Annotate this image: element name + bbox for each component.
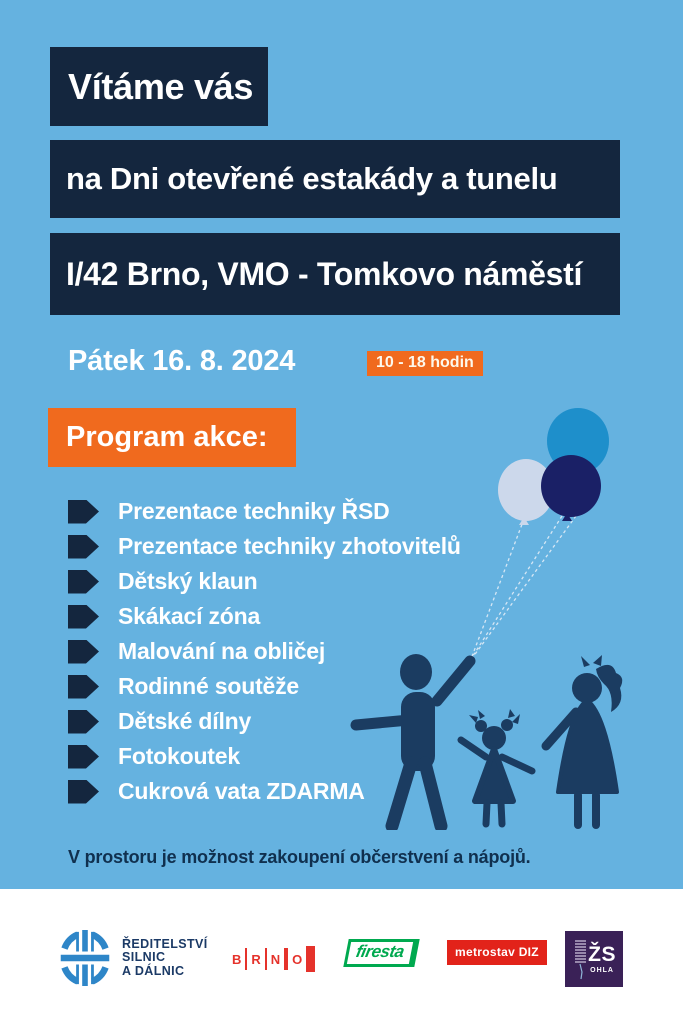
location-banner <box>50 233 620 315</box>
brno-letter: O <box>292 951 303 967</box>
metrostav-logo-label: metrostav DIZ <box>455 945 539 959</box>
location-label: I/42 Brno, VMO - Tomkovo náměstí <box>66 255 583 292</box>
arrow-bullet-icon <box>68 675 99 699</box>
sponsor-footer <box>0 889 683 1024</box>
firesta-logo <box>343 939 419 967</box>
rsd-highway-icon <box>57 928 113 988</box>
program-list <box>68 494 461 809</box>
event-date: Pátek 16. 8. 2024 <box>68 345 296 377</box>
arrow-bullet-icon <box>68 710 99 734</box>
program-item-label: Malování na obličej <box>118 638 326 664</box>
zs-ohla-logo <box>565 931 623 987</box>
program-item <box>68 774 461 809</box>
rsd-line-1: ŘEDITELSTVÍ <box>122 936 208 951</box>
welcome-banner-label: Vítáme vás <box>68 65 254 107</box>
program-item-label: Prezentace techniky zhotovitelů <box>118 533 461 559</box>
program-title-label: Program akce: <box>66 421 268 453</box>
time-badge: 10 - 18 hodin <box>367 351 483 376</box>
arrow-bullet-icon <box>68 745 99 769</box>
arrow-bullet-icon <box>68 605 99 629</box>
rsd-line-3: A DÁLNIC <box>122 963 185 978</box>
zs-logo-label: ŽS <box>588 942 616 966</box>
program-item <box>68 739 461 774</box>
program-item <box>68 529 461 564</box>
program-item-label: Dětský klaun <box>118 568 258 594</box>
event-title-label: na Dni otevřené estakády a tunelu <box>66 161 558 196</box>
program-item-label: Prezentace techniky ŘSD <box>118 498 390 524</box>
program-item-label: Skákací zóna <box>118 603 261 629</box>
rsd-line-2: SILNIC <box>122 950 166 965</box>
arrow-bullet-icon <box>68 535 99 559</box>
rsd-logo-text <box>122 938 208 979</box>
program-item <box>68 634 461 669</box>
metrostav-diz-logo <box>447 940 547 965</box>
zs-logo-text <box>588 942 616 974</box>
program-item <box>68 669 461 704</box>
rsd-logo <box>57 928 208 988</box>
zs-coil-icon <box>573 938 589 980</box>
arrow-bullet-icon <box>68 500 99 524</box>
program-item <box>68 494 461 529</box>
arrow-bullet-icon <box>68 640 99 664</box>
ohla-logo-label: OHLA <box>590 966 614 974</box>
brno-logo <box>228 946 315 972</box>
firesta-logo-label: firesta <box>354 942 406 961</box>
program-item <box>68 564 461 599</box>
program-item-label: Dětské dílny <box>118 708 252 734</box>
program-item <box>68 599 461 634</box>
arrow-bullet-icon <box>68 570 99 594</box>
program-item-label: Fotokoutek <box>118 743 240 769</box>
arrow-bullet-icon <box>68 780 99 804</box>
welcome-banner <box>50 47 268 126</box>
brno-letter: B <box>232 951 242 967</box>
refreshments-note: V prostoru je možnost zakoupení občerstvení a nápojů. <box>68 847 531 867</box>
event-title-banner <box>50 140 620 218</box>
program-item-label: Cukrová vata ZDARMA <box>118 778 365 804</box>
program-item-label: Rodinné soutěže <box>118 673 300 699</box>
brno-end-block <box>306 946 315 972</box>
program-item <box>68 704 461 739</box>
program-title-banner <box>48 408 296 467</box>
brno-letter: R <box>251 951 261 967</box>
brno-letter: N <box>270 951 281 967</box>
